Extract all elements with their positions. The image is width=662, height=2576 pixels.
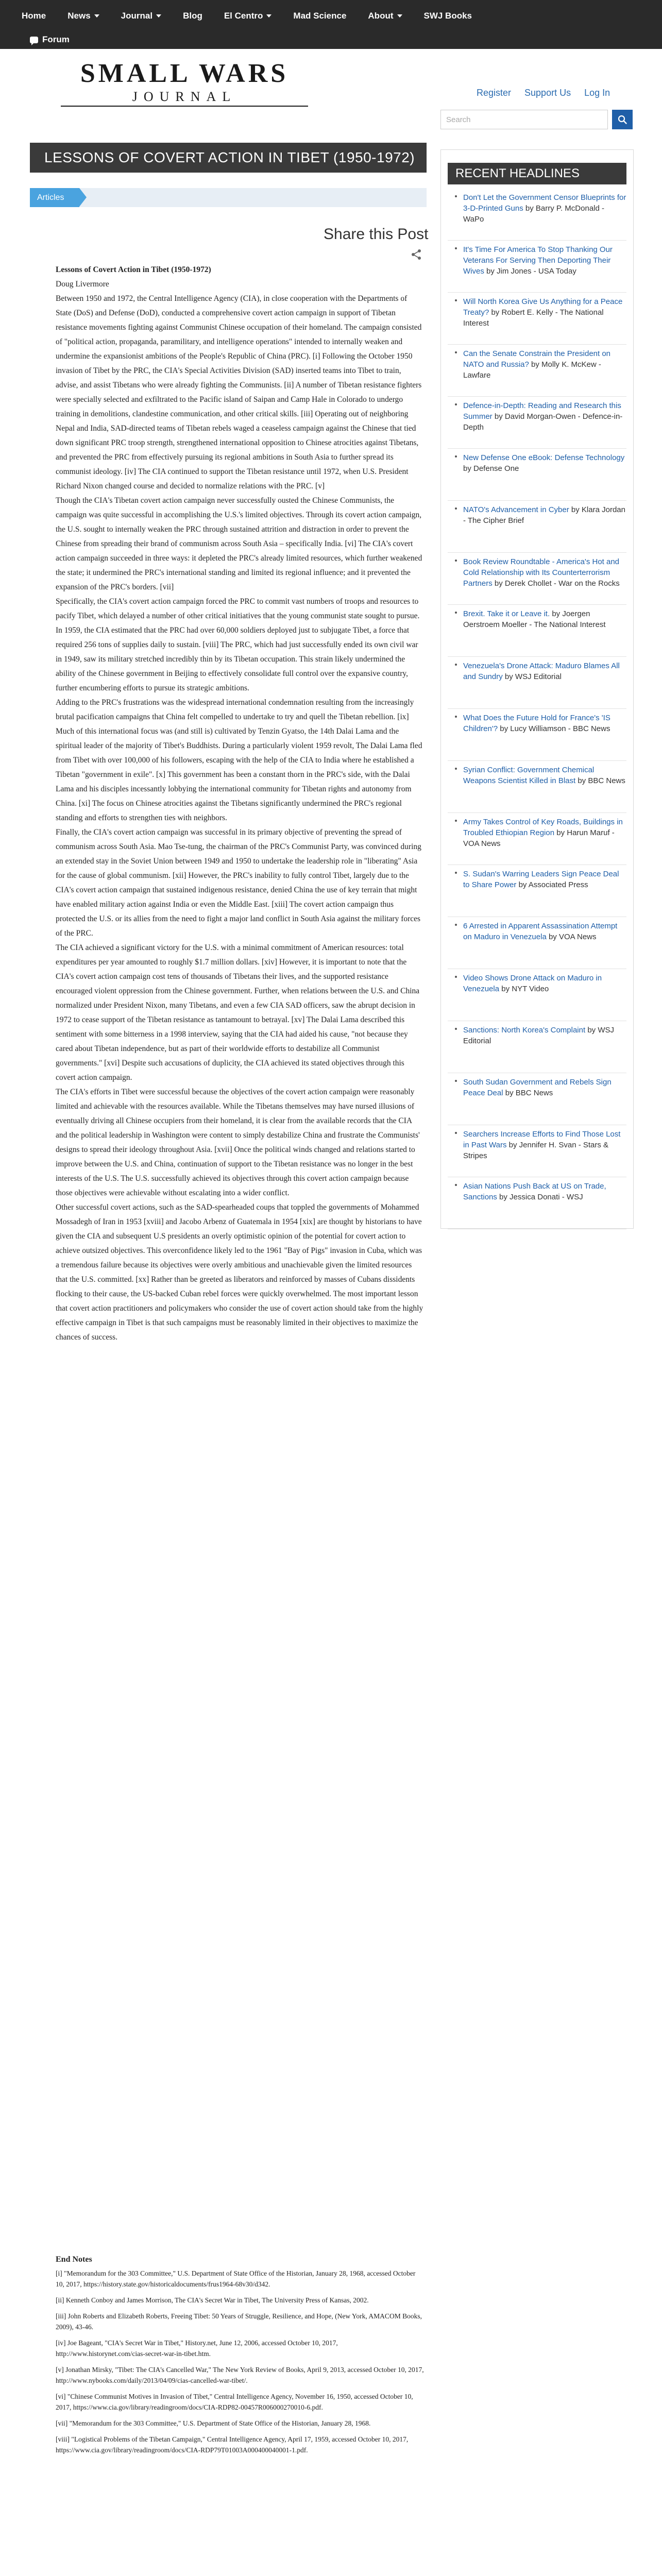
recent-headlines-title: RECENT HEADLINES	[448, 163, 626, 184]
logo-subtitle: JOURNAL	[132, 89, 237, 104]
article-paragraph: Other successful covert actions, such as the SAD-spearheaded coups that toppled the governments of Mohammed Mossadegh of Iran in 1953 [xviii] and Jacobo Arbenz of Guatemala in 1954 [xix] are thought by historians to have given the CIA and subsequent U.S presidents an overly optimistic opinion of the potential for covert action to achieve outsized objectives. This overconfidence likely led to the 1961 "Bay of Pigs" invasion in Cuba, which was a tremendous failure because its objectives were overly ambitious and unachievable given the limited resources that the U.S. committed. [xx] Rather than be greeted as liberators and reinforced by masses of Cubans dissidents flocking to their cause, the US-backed Cuban rebel forces were quickly overwhelmed. The most important lesson that covert action practitioners and policymakers who consider the use of covert action should take from the highly effective campaign in Tibet is that such campaigns must be reasonably limited in their objectives to maximize the chances of success.	[56, 1203, 423, 1342]
headline-link[interactable]: Asian Nations Push Back at US on Trade, Sanctions	[463, 1182, 606, 1201]
nav-forum-label: Forum	[42, 35, 70, 44]
headline-byline: by Associated Press	[518, 880, 588, 889]
headline-byline: by Jessica Donati - WSJ	[499, 1193, 583, 1201]
headline-byline: by VOA News	[548, 933, 597, 941]
headline-link[interactable]: Syrian Conflict: Government Chemical Weapons Scientist Killed in Blast	[463, 766, 595, 785]
headline-link[interactable]: NATO's Advancement in Cyber	[463, 505, 569, 514]
headline-byline: by NYT Video	[501, 985, 549, 993]
bullet-icon	[455, 1080, 457, 1082]
bullet-icon	[455, 1132, 457, 1134]
headline-link[interactable]: What Does the Future Hold for France's 'IS Children'?	[463, 714, 610, 733]
headline-list	[448, 189, 626, 1229]
headline-text	[463, 973, 626, 994]
end-note[interactable]: [i] "Memorandum for the 303 Committee," U.S. Department of State Office of the Historian, January 28, 1968, accessed October 10, 2017, https://history.state.gov/historicaldocuments/frus1964-68v30/d342.	[56, 2269, 416, 2288]
share-icon[interactable]	[411, 249, 422, 260]
article-paragraph: Specifically, the CIA's covert action campaign forced the PRC to commit vast numbers of troops and resources to pacify Tibet, which delayed a number of other critical initiatives that the young communist state sought to pursue. In 1959, the CIA estimated that the PRC had over 60,000 soldiers deployed just to subjugate Tibet, a force that required 256 tons of supplies daily to sustain. [viii] The PRC, which had just successfully ended its own civil war in 1949, saw its military stretched incredibly thin by its Tibetan occupation. This strain likely undermined the ability of the Chinese government in Beijing to effectively consolidate full control over the expansive country, further encumbering efforts to pursue its strategic ambitions.	[56, 597, 420, 692]
headline-byline: by David Morgan-Owen - Defence-in-Depth	[463, 412, 623, 432]
headline-text	[463, 1181, 626, 1202]
headline-text	[463, 400, 626, 433]
bullet-icon	[455, 507, 457, 510]
headline-link[interactable]: Video Shows Drone Attack on Maduro in Venezuela	[463, 974, 602, 993]
nav-news[interactable]	[67, 11, 99, 21]
end-notes	[56, 2254, 424, 2461]
headline-item[interactable]	[448, 1125, 626, 1177]
headline-text	[463, 452, 626, 474]
headline-text	[463, 244, 626, 277]
headline-item[interactable]	[448, 241, 626, 293]
article-paragraph: Adding to the PRC's frustrations was the widespread international condemnation resulting from the increasingly brutal pacification campaigns that China felt compelled to undertake to try and quell the Tibetan rebellion. [ix] Much of this international focus was (and still is) cultivated by Tenzin Gyatso, the 14th Dalai Lama and the spiritual leader of the majority of Tibet's Buddhists. During a particularly violent 1959 revolt, The Dalai Lama fled from Tibet with over 100,000 of his followers, escaping with the help of the CIA to India where he established a Tibetan "government in exile". [x] This government has been a constant thorn in the PRC's side, with the Dalai Lama and his disciples incessantly lobbying the international community for Tibetan rights and autonomy from China. [xi] The focus on Chinese atrocities against the Tibetans significantly undermined the PRC's regional standing and efforts to strengthen ties with neighbors.	[56, 698, 422, 822]
nav-mad-science[interactable]	[293, 11, 346, 21]
end-note[interactable]: [vi] "Chinese Communist Motives in Invasion of Tibet," Central Intelligence Agency, November 16, 1950, accessed October 10, 2017, https://www.cia.gov/library/readingroom/docs/CIA-RDP82-00457R006000270010-6.pdf.	[56, 2393, 413, 2411]
headline-byline: by Barry P. McDonald - WaPo	[463, 204, 605, 224]
chevron-down-icon	[156, 14, 161, 18]
headline-link[interactable]: Can the Senate Constrain the President on NATO and Russia?	[463, 349, 611, 369]
headline-byline: by Defense One	[463, 464, 519, 473]
headline-link[interactable]: Book Review Roundtable - America's Hot and Cold Relationship with Its Counterterrorism Partners	[463, 557, 620, 588]
headline-item[interactable]	[448, 657, 626, 709]
headline-byline: by Molly K. McKew - Lawfare	[463, 360, 601, 380]
headline-text	[463, 348, 626, 381]
headline-byline: by Jennifer H. Svan - Stars & Stripes	[463, 1141, 609, 1160]
headline-item[interactable]	[448, 293, 626, 345]
headline-item[interactable]	[448, 917, 626, 969]
headline-text	[463, 869, 626, 890]
headline-link[interactable]: Sanctions: North Korea's Complaint	[463, 1026, 586, 1035]
bullet-icon	[455, 820, 457, 822]
nav-swj-books-label: SWJ Books	[423, 11, 472, 21]
nav-forum[interactable]	[30, 35, 70, 45]
headline-text	[463, 713, 626, 734]
bullet-icon	[455, 1028, 457, 1030]
headline-item[interactable]	[448, 1177, 626, 1229]
bullet-icon	[455, 872, 457, 874]
search-input[interactable]	[440, 110, 608, 129]
article-body	[56, 263, 424, 1345]
headline-byline: by Derek Chollet - War on the Rocks	[494, 579, 620, 588]
bullet-icon	[455, 299, 457, 301]
headline-text	[463, 192, 626, 225]
end-note[interactable]: [iii] John Roberts and Elizabeth Roberts, Freeing Tibet: 50 Years of Struggle, Resilience, and Hope, (New York, AMACOM Books, 2009), 43-46.	[56, 2312, 422, 2331]
headline-text	[463, 556, 626, 589]
headline-item[interactable]	[448, 189, 626, 241]
headline-item[interactable]	[448, 605, 626, 657]
headline-item[interactable]	[448, 813, 626, 865]
logo-divider	[61, 106, 308, 107]
headline-item[interactable]	[448, 1073, 626, 1125]
article-paragraph: The CIA's efforts in Tibet were successful because the objectives of the covert action campaign were reasonably limited and achievable with the resources available. While the Tibetans themselves may have nursed illusions of eventually driving all Chinese occupiers from their homeland, it is clear from the available records that the CIA and the political leadership in Washington were content to simply destabilize China and frustrate the Communists' designs to spread their ideology throughout Asia. [xvii] Once the political winds changed and relations started to improve between the U.S. and China, continuation of support to the Tibetan resistance was no longer in the best interests of the U.S. The U.S. successfully achieved its objectives through this covert action campaign because those objectives were achievable without escalating into a wider conflict.	[56, 1088, 420, 1197]
bullet-icon	[455, 247, 457, 249]
headline-byline: by Harun Maruf - VOA News	[463, 828, 615, 848]
article-author: Doug Livermore	[56, 280, 109, 289]
page-title: LESSONS OF COVERT ACTION IN TIBET (1950-1972)	[30, 143, 427, 173]
headline-byline: by Lucy Williamson - BBC News	[500, 724, 610, 733]
end-note[interactable]: [iv] Joe Bageant, "CIA's Secret War in Tibet," History.net, June 12, 2006, accessed October 10, 2017, http://www.historynet.com/cias-secret-war-in-tibet.htm.	[56, 2339, 338, 2358]
main-menu	[0, 0, 494, 32]
headline-text	[463, 504, 626, 526]
top-navigation-bar	[0, 0, 662, 49]
bullet-icon	[455, 716, 457, 718]
headline-item[interactable]	[448, 449, 626, 501]
end-note[interactable]: [v] Jonathan Mirsky, "Tibet: The CIA's Cancelled War," The New York Review of Books, April 9, 2013, accessed October 10, 2017, http://www.nybooks.com/daily/2013/04/09/cias-cancelled-war-tibet/.	[56, 2366, 424, 2384]
register-link[interactable]: Register	[477, 88, 512, 98]
end-note[interactable]: [ii] Kenneth Conboy and James Morrison, The CIA's Secret War in Tibet, The University Press of Kansas, 2002.	[56, 2296, 369, 2304]
nav-home[interactable]	[22, 11, 46, 21]
nav-blog-label: Blog	[183, 11, 202, 21]
support-us-link[interactable]: Support Us	[524, 88, 571, 98]
nav-blog[interactable]	[183, 11, 202, 21]
bullet-icon	[455, 1184, 457, 1186]
nav-el-centro[interactable]	[224, 11, 272, 21]
headline-link[interactable]: Venezuela's Drone Attack: Maduro Blames All and Sundry	[463, 662, 620, 681]
chat-bubble-icon	[30, 37, 38, 43]
article-paragraph: Between 1950 and 1972, the Central Intelligence Agency (CIA), in close cooperation with the Departments of State (DoS) and Defense (DoD), conducted a comprehensive covert action campaign in support of Tibetan resistance movements fighting against Communist Chinese occupation of their homeland. The campaign consisted of "political action, propaganda, paramilitary, and intelligence operations" intended to internally weaken and undermine the expansionist ambitions of the People's Republic of China (PRC). [i] Following the October 1950 invasion of Tibet by the PRC, the CIA's Special Activities Division (SAD) inserted teams into Tibet to train, advise, and assist Tibetans who were already fighting the Communists. [ii] A number of Tibetan resistance fighters were specially selected and exfiltrated to the Pacific island of Saipan and Camp Hale in Colorado to undergo training in demolitions, clandestine communication, and other critical skills. [iii] Operating out of neighboring Nepal and India, SAD-directed teams of Tibetan rebels waged a ceaseless campaign against the Chinese that tied down significant PRC troop strength, strengthened international opposition to Chinese atrocities against Tibetans, and prevented the PRC from effectively pursuing its regional ambitions in South Asia to further spread its communist ideology. [iv] The CIA continued to support the Tibetan resistance until 1972, when U.S. President Richard Nixon changed course and decided to normalize relations with the PRC. [v]	[56, 294, 422, 490]
end-notes-heading: End Notes	[56, 2255, 92, 2264]
end-note[interactable]: [vii] "Memorandum for the 303 Committee," U.S. Department of State Office of the Historian, January 28, 1968.	[56, 2419, 371, 2427]
bullet-icon	[455, 403, 457, 405]
bullet-icon	[455, 664, 457, 666]
search-icon	[618, 115, 627, 124]
headline-item[interactable]	[448, 397, 626, 449]
bullet-icon	[455, 924, 457, 926]
site-logo[interactable]	[30, 49, 414, 121]
headline-item[interactable]	[448, 501, 626, 553]
nav-el-centro-label: El Centro	[224, 11, 263, 21]
nav-journal-label: Journal	[121, 11, 153, 21]
headline-text	[463, 660, 626, 682]
chevron-down-icon	[94, 14, 99, 18]
user-links	[477, 88, 610, 98]
article-title: Lessons of Covert Action in Tibet (1950-1972)	[56, 265, 211, 274]
nav-home-label: Home	[22, 11, 46, 21]
headline-item[interactable]	[448, 865, 626, 917]
headline-text	[463, 1129, 626, 1161]
headline-item[interactable]	[448, 1021, 626, 1073]
headline-byline: by BBC News	[505, 1089, 553, 1097]
headline-link[interactable]: Defence-in-Depth: Reading and Research this Summer	[463, 401, 621, 421]
bullet-icon	[455, 351, 457, 353]
article-paragraph: Though the CIA's Tibetan covert action campaign never successfully ousted the Chinese Communists, the campaign was quite successful in accomplishing the U.S.'s limited objectives. Through its covert action campaign, the U.S. sought to internally weaken the PRC through sustained attrition and distraction in order to prevent the Chinese from spreading their brand of communism across South Asia – specifically India. [vi] The CIA's covert action campaign succeeded in three ways: it depleted the PRC's already limited resources, which further weakened the state; it undermined the PRC's international standing and limited its regional influence; and it prevented the expansion of the PRC's borders. [vii]	[56, 496, 422, 591]
share-heading: Share this Post	[324, 226, 429, 243]
headline-text	[463, 1077, 626, 1098]
headline-text	[463, 921, 626, 942]
nav-about[interactable]	[368, 11, 402, 21]
bullet-icon	[455, 768, 457, 770]
articles-tag[interactable]: Articles	[30, 188, 79, 207]
bullet-icon	[455, 560, 457, 562]
bullet-icon	[455, 612, 457, 614]
end-note[interactable]: [viii] "Logistical Problems of the Tibetan Campaign," Central Intelligence Agency, April 17, 1959, accessed October 10, 2017, https://www.cia.gov/library/readingroom/docs/CIA-RDP79T01003A000400040001-1.pdf.	[56, 2435, 409, 2454]
headline-byline: by WSJ Editorial	[504, 672, 562, 681]
headline-byline: by Jim Jones - USA Today	[486, 267, 576, 276]
nav-news-label: News	[67, 11, 91, 21]
headline-link[interactable]: Searchers Increase Efforts to Find Those Lost in Past Wars	[463, 1130, 621, 1149]
logo-title: SMALL WARS	[80, 59, 289, 88]
headline-item[interactable]	[448, 709, 626, 761]
article-paragraph: The CIA achieved a significant victory for the U.S. with a minimal commitment of American resources: total expenditures per year amounted to roughly $1.7 million dollars. [xiv] However, it is important to note that the CIA's covert action campaign cost tens of thousands of Tibetans their lives, and the supported resistance encouraged violent oppression from the Chinese government. Further, when relations between the U.S. and China normalized under President Nixon, many Tibetans, and even a few CIA SAD officers, saw the abrupt decision in 1972 to cease support of the Tibetan resistance as tantamount to betrayal. [xv] The Dalai Lama described this sentiment with some bitterness in a 1998 interview, saying that the CIA had aided his cause, "not because they cared about Tibetan independence, but as part of their worldwide efforts to destabilize all Communist governments." [xvi] Despite such accusations of duplicity, the CIA achieved its stated objectives through this covert action campaign.	[56, 943, 420, 1082]
headline-link[interactable]: 6 Arrested in Apparent Assassination Attempt on Maduro in Venezuela	[463, 922, 618, 941]
headline-byline: by Klara Jordan - The Cipher Brief	[463, 505, 625, 525]
search-button[interactable]	[612, 110, 633, 129]
bullet-icon	[455, 455, 457, 457]
headline-text	[463, 817, 626, 849]
chevron-down-icon	[266, 14, 271, 18]
article-paragraph: Finally, the CIA's covert action campaign was successful in its primary objective of preventing the spread of communism across South Asia. Mao Tse-tung, the chairman of the PRC's Communist Party, was convinced during an extended stay in the Soviet Union between 1949 and 1950 to undertake the leadership role in "liberating" Asia for the cause of global communism. [xii] However, the PRC's inability to fully control Tibet, largely due to the CIA's covert action campaign that sustained indigenous resistance, denied China the use of key terrain that might have enabled military action against India or even the Middle East. [xiii] The covert action campaign thus protected the U.S. or its allies from the need to fight a major land conflict in South Asia against the military forces of the PRC.	[56, 828, 421, 938]
headline-text	[463, 765, 626, 786]
headline-link[interactable]: It's Time For America To Stop Thanking Our Veterans For Serving Then Deporting Their Wives	[463, 245, 613, 276]
nav-swj-books[interactable]	[424, 11, 472, 21]
headline-link[interactable]: South Sudan Government and Rebels Sign Peace Deal	[463, 1078, 612, 1097]
bullet-icon	[455, 195, 457, 197]
headline-link[interactable]: Brexit. Take it or Leave it.	[463, 609, 550, 618]
headline-link[interactable]: S. Sudan's Warring Leaders Sign Peace Deal to Share Power	[463, 870, 619, 889]
nav-journal[interactable]	[121, 11, 161, 21]
headline-item[interactable]	[448, 761, 626, 813]
headline-text	[463, 608, 626, 630]
login-link[interactable]: Log In	[584, 88, 610, 98]
headline-text	[463, 1025, 626, 1046]
headline-item[interactable]	[448, 345, 626, 397]
headline-byline: by Robert E. Kelly - The National Interest	[463, 308, 604, 328]
headline-link[interactable]: New Defense One eBook: Defense Technology	[463, 453, 625, 462]
nav-mad-science-label: Mad Science	[293, 11, 347, 21]
headline-byline: by WSJ Editorial	[463, 1026, 615, 1045]
headline-item[interactable]	[448, 553, 626, 605]
headline-link[interactable]: Army Takes Control of Key Roads, Buildings in Troubled Ethiopian Region	[463, 818, 623, 837]
recent-headlines-panel	[440, 149, 634, 1229]
headline-link[interactable]: Don't Let the Government Censor Blueprints for 3-D-Printed Guns	[463, 193, 626, 213]
chevron-down-icon	[397, 14, 402, 18]
headline-byline: by BBC News	[578, 776, 625, 785]
headline-byline: by Joergen Oerstroem Moeller - The National Interest	[463, 609, 606, 629]
bullet-icon	[455, 976, 457, 978]
nav-about-label: About	[368, 11, 394, 21]
headline-item[interactable]	[448, 969, 626, 1021]
headline-text	[463, 296, 626, 329]
headline-link[interactable]: Will North Korea Give Us Anything for a Peace Treaty?	[463, 297, 623, 317]
tag-bar	[30, 188, 427, 207]
